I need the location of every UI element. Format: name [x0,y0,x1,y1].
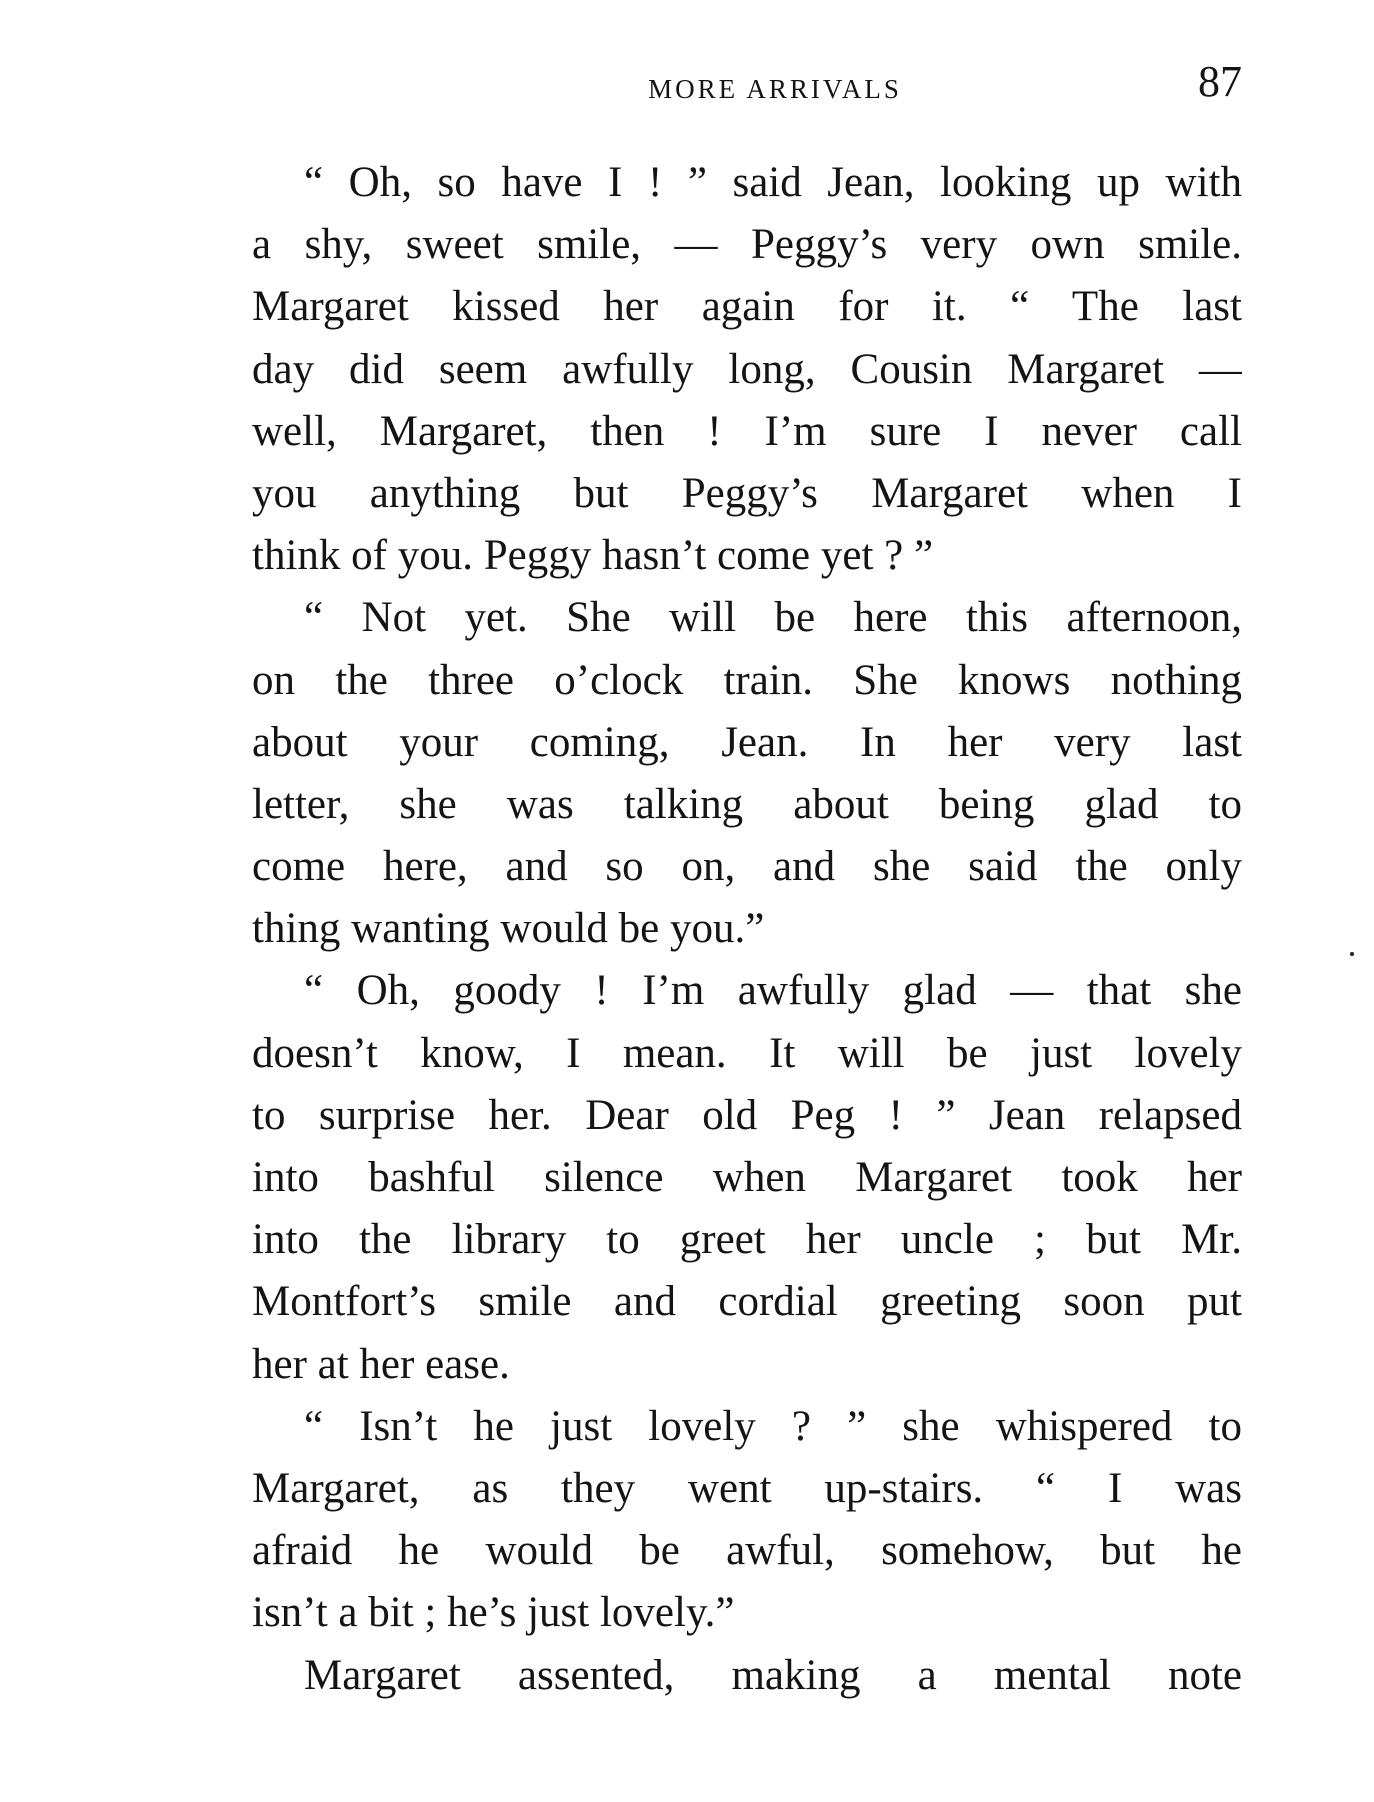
text-line: well, Margaret, then ! I’m sure I never call [252,407,1242,455]
text-line: day did seem awfully long, Cousin Margaret — [252,345,1242,393]
text-line: Margaret assented, making a mental note [304,1651,1242,1699]
text-line: letter, she was talking about being glad to [252,780,1242,828]
text-line: Margaret, as they went up-stairs. “ I was [252,1464,1242,1512]
text-line: “ Not yet. She will be here this afternoon, [304,594,1242,642]
text-line: to surprise her. Dear old Peg ! ” Jean relapsed [252,1091,1242,1139]
text-line: “ Oh, so have I ! ” said Jean, looking up with [304,159,1242,206]
text-line: Montfort’s smile and cordial greeting soon put [252,1278,1242,1326]
text-line: isn’t a bit ; he’s just lovely.” [252,1589,735,1637]
text-line: about your coming, Jean. In her very last [252,718,1242,766]
running-head [252,56,1242,116]
text-line: her at her ease. [252,1340,510,1388]
print-speck [1350,952,1354,956]
text-line: “ Oh, goody ! I’m awfully glad — that she [304,967,1242,1015]
text-line: afraid he would be awful, somehow, but he [252,1527,1242,1575]
text-line: doesn’t know, I mean. It will be just lovely [252,1029,1242,1077]
text-line: into bashful silence when Margaret took her [252,1154,1242,1201]
text-line: on the three o’clock train. She knows nothing [252,656,1242,704]
text-line: Margaret kissed her again for it. “ The last [252,283,1242,331]
text-line: a shy, sweet smile, — Peggy’s very own smile. [252,221,1242,269]
text-line: come here, and so on, and she said the only [252,843,1242,891]
text-line: think of you. Peggy hasn’t come yet ? ” [252,532,934,580]
text-line: “ Isn’t he just lovely ? ” she whispered to [304,1402,1242,1450]
text-line: you anything but Peggy’s Margaret when I [252,469,1242,517]
page-number: 87 [1198,57,1242,106]
body-text [252,152,1242,1732]
running-title: MORE ARRIVALS [648,74,902,104]
text-line: thing wanting would be you.” [252,905,765,953]
text-line: into the library to greet her uncle ; but Mr. [252,1216,1242,1264]
